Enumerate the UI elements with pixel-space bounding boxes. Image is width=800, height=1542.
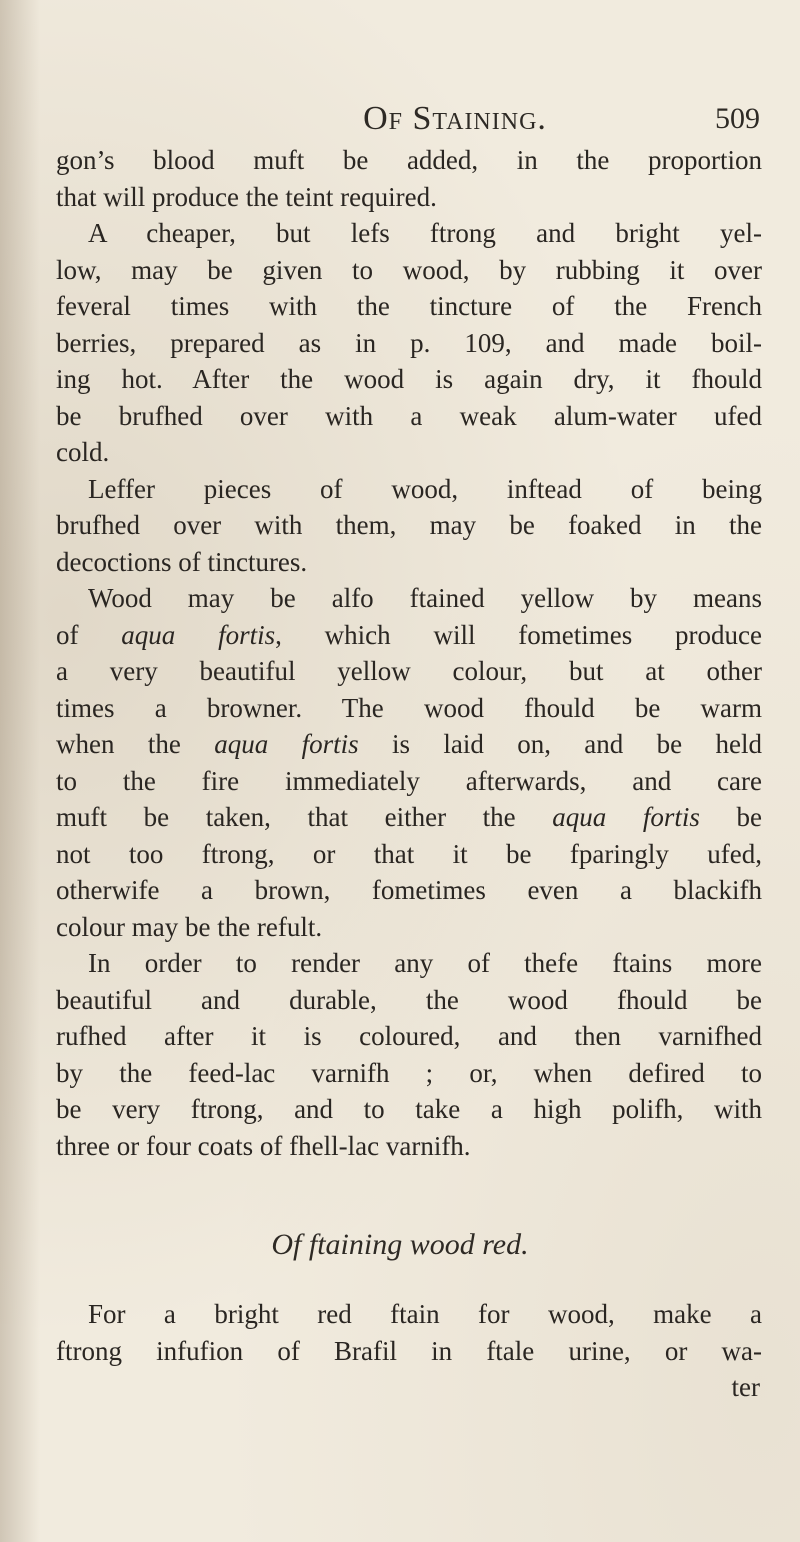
text-line xyxy=(56,982,762,1019)
text-line xyxy=(56,1333,762,1370)
text-segment: brufhed over with them, may be foaked in the xyxy=(56,510,762,540)
text-line xyxy=(56,690,762,727)
text-line xyxy=(56,507,762,544)
italic-phrase: aqua fortis xyxy=(552,802,700,832)
text-segment: beautiful and durable, the wood fhould be xyxy=(56,984,762,1015)
body-text xyxy=(56,142,762,1164)
text-line xyxy=(56,288,762,325)
text-line xyxy=(56,398,762,435)
section-heading: Of ftaining wood red. xyxy=(271,1228,529,1261)
running-head xyxy=(0,100,800,148)
text-segment: three or four coats of fhell-lac varnifh. xyxy=(56,1130,471,1161)
text-segment: by the feed-lac varnifh ; or, when defired to xyxy=(56,1057,762,1088)
text-line xyxy=(56,325,762,362)
text-segment: not too ftrong, or that it be fparingly ufed, xyxy=(56,838,762,869)
text-segment: , which will fometimes produce xyxy=(275,619,762,650)
text-line xyxy=(56,361,762,398)
text-segment: be xyxy=(699,802,762,832)
text-segment: low, may be given to wood, by rubbing it over xyxy=(56,254,762,285)
text-segment: A cheaper, but lefs ftrong and bright yel- xyxy=(88,218,762,248)
text-line xyxy=(56,872,762,909)
italic-phrase: aqua fortis xyxy=(214,729,359,759)
text-segment: For a bright red ftain for wood, make a xyxy=(88,1299,762,1329)
text-segment: feveral times with the tincture of the French xyxy=(56,291,762,321)
text-line xyxy=(56,215,762,252)
text-segment: In order to render any of thefe ftains more xyxy=(88,948,762,978)
text-line xyxy=(56,1055,762,1092)
text-line xyxy=(56,1296,762,1333)
text-segment: a very beautiful yellow colour, but at other xyxy=(56,656,762,686)
body-text-continued xyxy=(56,1296,762,1369)
text-line xyxy=(56,471,762,508)
text-line xyxy=(56,945,762,982)
text-line xyxy=(56,653,762,690)
text-segment: of xyxy=(56,619,122,650)
text-line xyxy=(56,909,762,946)
text-segment: is laid on, and be held xyxy=(358,729,762,759)
text-segment: Wood may be alfo ftained yellow by means xyxy=(88,583,762,613)
text-line xyxy=(56,799,762,836)
text-line xyxy=(56,580,762,617)
text-segment: that will produce the teint required. xyxy=(56,181,437,212)
text-line xyxy=(56,1018,762,1055)
text-line xyxy=(56,179,762,216)
text-segment: be brufhed over with a weak alum-water ufed xyxy=(56,400,762,431)
text-line xyxy=(56,763,762,800)
catchword: ter xyxy=(731,1372,760,1402)
text-segment: rufhed after it is coloured, and then varnifhed xyxy=(56,1021,762,1051)
text-line xyxy=(56,142,762,179)
text-segment: to the fire immediately afterwards, and care xyxy=(56,765,762,796)
text-line xyxy=(56,617,762,654)
text-line xyxy=(56,434,762,471)
text-segment: colour may be the refult. xyxy=(56,911,323,942)
text-segment: times a browner. The wood fhould be warm xyxy=(56,692,762,723)
text-line xyxy=(56,1128,762,1165)
text-segment: otherwife a brown, fometimes even a blackifh xyxy=(56,875,762,905)
text-segment: berries, prepared as in p. 109, and made boil- xyxy=(56,327,762,358)
text-line xyxy=(56,836,762,873)
text-line xyxy=(56,544,762,581)
text-segment: Leffer pieces of wood, inftead of being xyxy=(88,473,762,504)
text-line xyxy=(56,1091,762,1128)
text-line xyxy=(56,726,762,763)
text-segment: muft be taken, that either the xyxy=(56,802,553,832)
text-segment: when the xyxy=(56,729,215,759)
text-segment: ing hot. After the wood is again dry, it fhould xyxy=(56,364,762,394)
running-title: Of Staining. xyxy=(363,100,547,137)
text-line xyxy=(56,252,762,289)
text-segment: decoctions of tinctures. xyxy=(56,546,308,577)
text-segment: cold. xyxy=(56,437,110,467)
page-number: 509 xyxy=(715,102,760,135)
text-segment: ftrong infufion of Brafil in ftale urine, or wa- xyxy=(56,1335,762,1366)
text-segment: be very ftrong, and to take a high polifh, with xyxy=(56,1094,762,1124)
italic-phrase: aqua fortis xyxy=(121,619,276,650)
text-segment: gon’s blood muft be added, in the proportion xyxy=(56,145,762,175)
gutter-shadow xyxy=(0,0,40,1542)
